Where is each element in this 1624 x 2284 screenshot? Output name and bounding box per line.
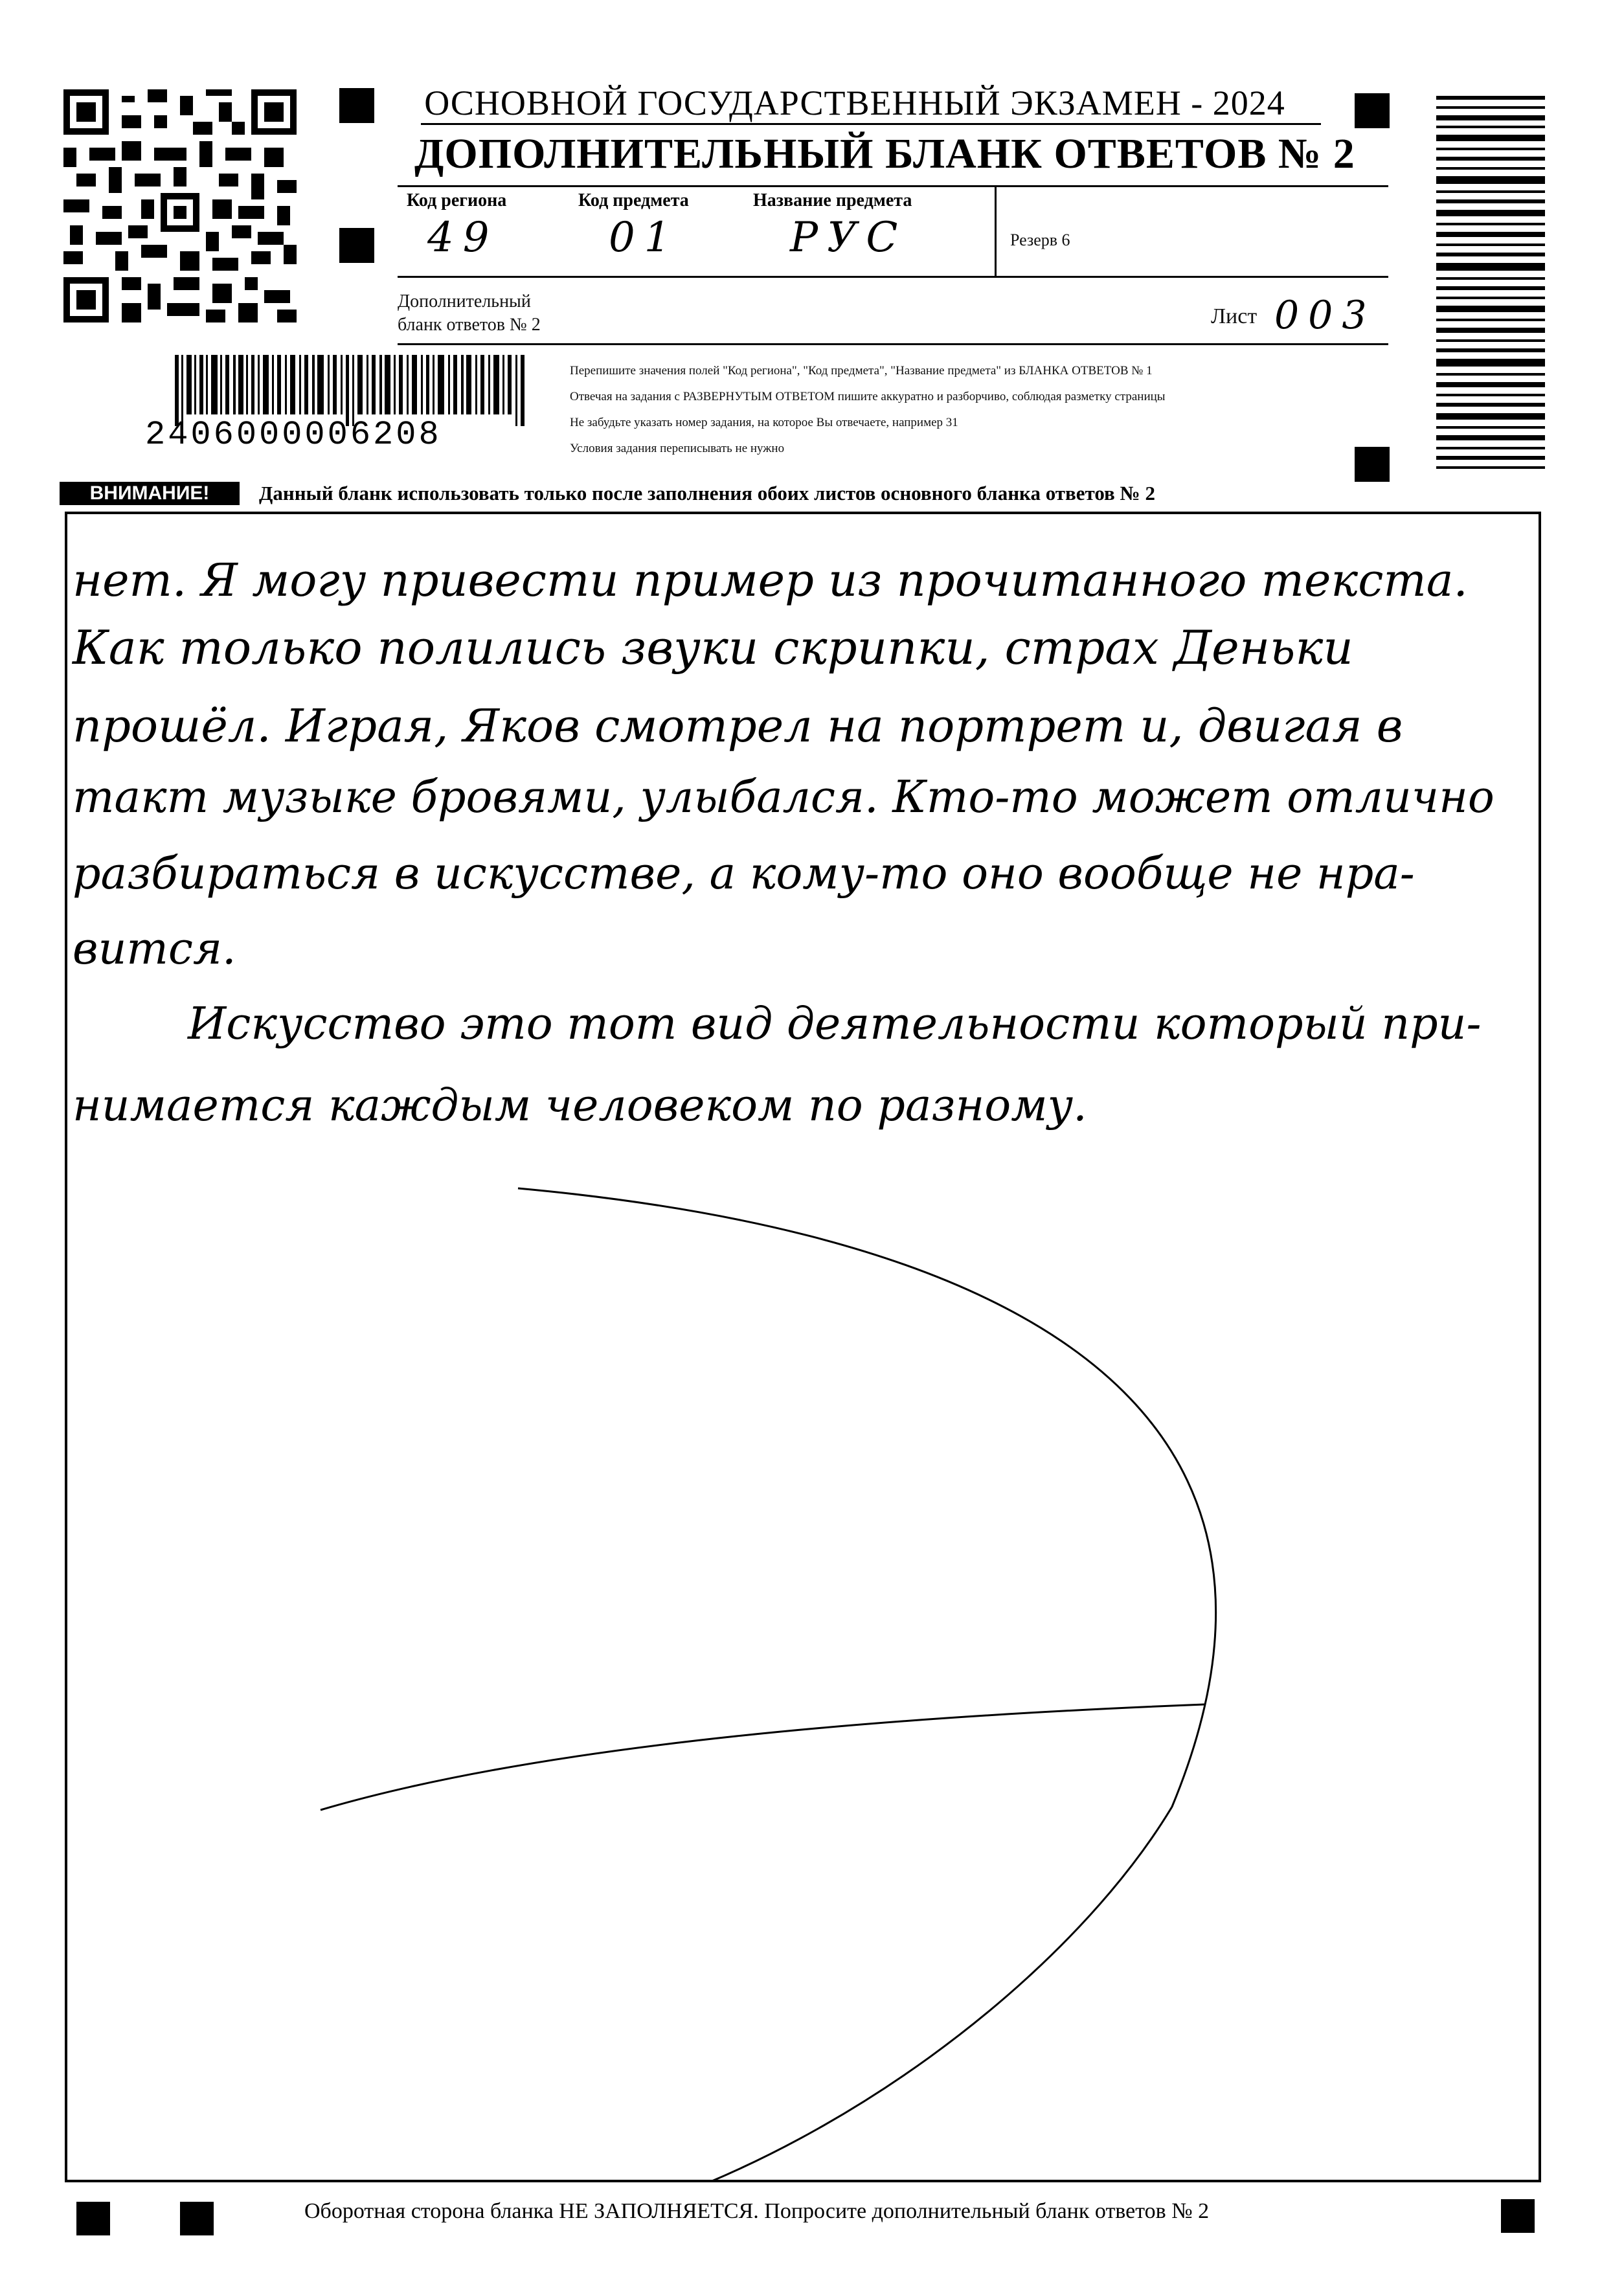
- sheet-rule: [398, 343, 1388, 345]
- region-label: Код региона: [407, 190, 507, 210]
- form-title: ДОПОЛНИТЕЛЬНЫЙ БЛАНК ОТВЕТОВ № 2: [414, 130, 1355, 177]
- subject-code-label: Код предмета: [578, 190, 689, 210]
- exam-title: ОСНОВНОЙ ГОСУДАРСТВЕННЫЙ ЭКЗАМЕН - 2024: [424, 84, 1285, 122]
- form-type-label: Дополнительный: [398, 291, 531, 311]
- warning-badge: ВНИМАНИЕ!: [60, 482, 240, 505]
- answer-line: прошёл. Играя, Яков смотрел на портрет и, двигая в: [73, 699, 1403, 752]
- answer-line: такт музыке бровями, улыбался. Кто-то может отлично: [73, 772, 1494, 823]
- qr-code: [63, 89, 297, 322]
- instruction-line: Не забудьте указать номер задания, на которое Вы отвечаете, например 31: [570, 416, 958, 429]
- region-value: 49: [427, 214, 499, 262]
- answer-line: вится.: [73, 923, 236, 975]
- sheet-label: Лист: [1211, 304, 1257, 328]
- answer-line: разбираться в искусстве, а кому-то оно вообще не нра-: [73, 848, 1415, 899]
- side-barcode: [1436, 96, 1545, 478]
- registration-mark: [339, 88, 374, 123]
- answer-line: нет. Я могу привести пример из прочитанного текста.: [73, 554, 1468, 607]
- warning-text: Данный бланк использовать только после заполнения обоих листов основного бланка ответов № 2: [259, 482, 1155, 504]
- registration-mark: [1355, 447, 1390, 482]
- registration-mark: [1501, 2199, 1535, 2233]
- registration-mark: [180, 2202, 214, 2235]
- reserve-label: Резерв 6: [1010, 231, 1070, 249]
- barcode-number: 2406000006208: [145, 416, 442, 454]
- form-type-label-2: бланк ответов № 2: [398, 315, 541, 335]
- subject-name-value: РУС: [790, 214, 907, 262]
- subject-code-value: 01: [609, 214, 680, 262]
- field-divider: [995, 185, 997, 276]
- subject-name-label: Название предмета: [753, 190, 912, 210]
- answer-line: нимается каждым человеком по разному.: [73, 1080, 1087, 1131]
- title-underline: [421, 123, 1321, 125]
- instruction-line: Отвечая на задания с РАЗВЕРНУТЫМ ОТВЕТОМ пишите аккуратно и разборчиво, соблюдая разметку страницы: [570, 390, 1166, 403]
- answer-line: Искусство это тот вид деятельности который при-: [188, 999, 1482, 1050]
- z-strikeout-mark: [65, 512, 1541, 2182]
- instruction-line: Условия задания переписывать не нужно: [570, 442, 785, 455]
- registration-mark: [339, 228, 374, 263]
- field-rule: [398, 276, 1388, 278]
- sheet-value: 003: [1274, 293, 1376, 338]
- answer-line: Как только полились звуки скрипки, страх Деньки: [73, 620, 1353, 675]
- footer-note: Оборотная сторона бланка НЕ ЗАПОЛНЯЕТСЯ. Попросите дополнительный бланк ответов № 2: [304, 2199, 1210, 2223]
- instruction-line: Перепишите значения полей "Код региона", "Код предмета", "Название предмета" из БЛАНКА ОТВЕТОВ № 1: [570, 364, 1153, 378]
- registration-mark: [1355, 93, 1390, 128]
- title-rule: [398, 185, 1388, 187]
- registration-mark: [76, 2202, 110, 2235]
